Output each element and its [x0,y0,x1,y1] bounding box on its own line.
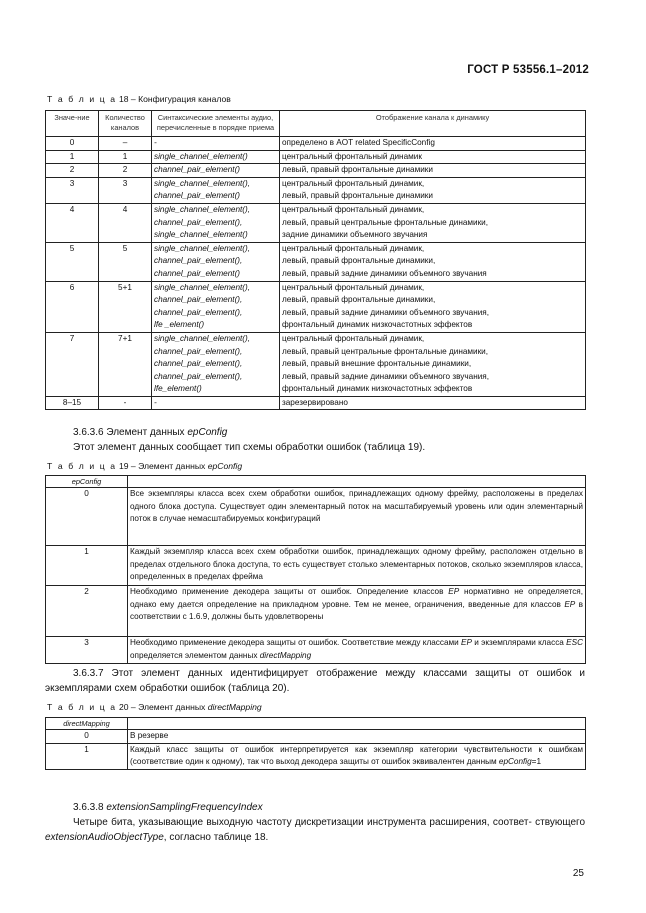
table-18-elements-line: - [154,138,157,147]
table-18-value: 7 [46,332,99,396]
table-18-mapping [280,332,586,396]
table-19-epconfig [45,475,586,664]
table-19-caption-title: 19 – Элемент данных [118,461,206,471]
table-18-elements-line: channel_pair_element(), [154,371,243,381]
table-19-header-description [128,476,586,488]
table-18-mapping-line: центральный фронтальный динамик, [282,204,425,214]
table-18-header-count: Количество каналов [99,111,152,137]
table-18-mapping-line: левый, правый задние динамики объемного звучания [282,268,487,278]
table-20-caption-name: directMapping [207,702,262,712]
section-3-6-3-6-name: epConfig [187,427,228,438]
table-18-mapping-line: центральный фронтальный динамик, [282,282,425,292]
table-19-value: 3 [46,637,128,664]
table-18-elements-line: single_channel_element(), [154,178,251,188]
table-18-elements-line: channel_pair_element(), [154,359,243,369]
table-18-elements-line: single_channel_element(), [154,204,251,214]
table-18-elements [152,242,280,281]
table-18-elements [152,203,280,242]
table-18-elements-line: - [154,397,157,407]
table-18-elements-line: lfe_element() [154,384,202,394]
section-3-6-3-8-name: extensionSamplingFrequencyIndex [106,802,263,813]
table-20-header-directmapping: directMapping [46,718,128,730]
table-19-text: Каждый экземпляр класса всех схем обработки ошибок, принадлежащих одному фрейму, расположен отдельно в пределах отдельного блока доступа, то есть существует столько элементарных потоков, сколько экземпляров класса, определенных в пределах фрейма [128,546,586,586]
table-18-value: 8–15 [46,396,99,410]
table-18-value: 4 [46,203,99,242]
section-3-6-3-8-number: 3.6.3.8 [73,802,104,813]
table-18-elements [152,396,280,410]
table-18-mapping-line: левый, правый фронтальные динамики [282,191,433,201]
table-18-mapping-line: определено в AOT related SpecificConfig [282,138,435,147]
table-18-mapping [280,137,586,151]
table-18-header-value: Значе-ние [46,111,99,137]
table-18-elements [152,281,280,332]
table-row [46,203,586,242]
table-18-elements-line: lfe _element() [154,320,205,330]
table-row [46,586,586,637]
table-18-value: 6 [46,281,99,332]
table-18-header-elements: Синтаксические элементы аудио, перечисленные в порядке приема [152,111,280,137]
table-18-mapping-line: центральный фронтальный динамик, [282,243,425,253]
section-3-6-3-6-text: Этот элемент данных сообщает тип схемы обработки ошибок (таблица 19). [73,442,426,453]
table-18-count: 4 [99,203,152,242]
table-18-elements [152,332,280,396]
table-20-directmapping [45,717,586,770]
table-19-value: 2 [46,586,128,637]
table-18-mapping [280,242,586,281]
table-18-elements-line: channel_pair_element() [154,191,241,201]
table-19-text: Все экземпляры класса всех схем обработки ошибок, принадлежащих одному фрейму, расположены в пределах одного блока доступа. Существует один элементарный поток на масштабируемый уровень или один элементарный поток в случае немасштабируемых конфигураций [128,488,586,546]
table-18-mapping-line: задние динамики объемного звучания [282,230,428,240]
section-3-6-3-6-number: 3.6.3.6 Элемент данных [73,427,185,438]
table-19-text: Необходимо применение декодера защиты от ошибок. Соответствие между классами EP и экземплярами класса ESC определяется элементом данных directMapping [128,637,586,664]
table-20-value: 0 [46,730,128,744]
table-18-mapping-line: фронтальный динамик низкочастотных эффектов [282,320,473,330]
table-18-caption [47,94,231,104]
table-18-mapping [280,164,586,178]
table-20-header-description [128,718,586,730]
table-18-count: - [99,396,152,410]
table-row [46,242,586,281]
table-20-caption-title: 20 – Элемент данных [118,702,206,712]
table-18-count: 1 [99,150,152,164]
table-18-elements-line: channel_pair_element(), [154,346,243,356]
table-row [46,546,586,586]
table-18-count: 2 [99,164,152,178]
section-3-6-3-8-text: Четыре бита, указывающие выходную частоту дискретизации инструмента расширения, соответ- ствующего extensionAudioObjectType, согласно таблице 18. [45,817,585,843]
standard-number: ГОСТ Р 53556.1–2012 [467,64,589,76]
table-18-mapping-line: левый, правый центральные фронтальные динамики, [282,346,489,356]
table-18-mapping [280,150,586,164]
table-18-mapping-line: левый, правый задние динамики объемного звучания, [282,371,489,381]
table-19-caption-prefix: Т а б л и ц а [47,461,117,471]
table-18-elements-line: channel_pair_element() [154,165,241,175]
table-18-elements [152,164,280,178]
table-19-value: 1 [46,546,128,586]
table-18-mapping-line: центральный фронтальный динамик [282,151,422,161]
table-18-body [46,137,586,410]
table-row [46,281,586,332]
table-row [46,177,586,203]
table-18-elements [152,137,280,151]
table-18-value: 5 [46,242,99,281]
table-20-caption [47,702,262,712]
table-row [46,488,586,546]
table-18-mapping-line: фронтальный динамик низкочастотных эффектов [282,384,473,394]
table-18-elements [152,177,280,203]
table-18-mapping-line: левый, правый центральные фронтальные динамики, [282,217,489,227]
table-18-mapping [280,281,586,332]
table-18-elements-line: single_channel_element() [154,151,248,161]
table-18-elements-line: single_channel_element() [154,230,248,240]
table-19-header-row [46,476,586,488]
table-18-mapping-line: левый, правый задние динамики объемного звучания, [282,307,489,317]
table-row [46,137,586,151]
table-18-mapping [280,177,586,203]
table-18-caption-prefix: Т а б л и ц а [47,94,117,104]
table-18-elements-line: channel_pair_element(), [154,307,243,317]
table-18-elements-line: channel_pair_element(), [154,295,243,305]
table-row [46,743,586,769]
table-18-header-row [46,111,586,137]
table-18-count: – [99,137,152,151]
table-18-mapping-line: левый, правый фронтальные динамики [282,165,433,175]
table-20-caption-prefix: Т а б л и ц а [47,702,117,712]
page-number: 25 [572,868,584,879]
table-row [46,332,586,396]
table-18-mapping-line: зарезервировано [282,397,348,407]
table-18-value: 3 [46,177,99,203]
table-18-mapping [280,396,586,410]
table-18-value: 0 [46,137,99,151]
table-18-mapping-line: левый, правый фронтальные динамики, [282,256,436,266]
table-20-text: В резерве [128,730,586,744]
table-row [46,637,586,664]
table-18-channel-configuration [45,110,586,410]
table-18-elements-line: channel_pair_element() [154,268,241,278]
table-18-mapping [280,203,586,242]
table-18-value: 1 [46,150,99,164]
table-row [46,150,586,164]
table-18-count: 5+1 [99,281,152,332]
table-18-count: 5 [99,242,152,281]
table-row [46,730,586,744]
table-18-elements-line: channel_pair_element(), [154,256,243,266]
table-19-caption [47,461,242,471]
table-row [46,396,586,410]
table-20-text: Каждый класс защиты от ошибок интерпретируется как экземпляр категории чувствительности к ошибкам (соответствие один к одному), так что выход декодера защиты от ошибок эквивалентен данным epConfig=1 [128,743,586,769]
table-18-count: 3 [99,177,152,203]
table-19-value: 0 [46,488,128,546]
table-18-value: 2 [46,164,99,178]
table-row [46,164,586,178]
section-3-6-3-6-heading [73,425,227,440]
section-3-6-3-7-text: 3.6.3.7 Этот элемент данных идентифицирует отображение между классами защиты от ошибок и экземплярами схем обработки ошибок (таблица 20). [45,668,585,694]
table-18-header-mapping: Отображение канала к динамику [280,111,586,137]
table-20-header-row [46,718,586,730]
table-19-caption-name: epConfig [207,461,243,471]
table-18-mapping-line: центральный фронтальный динамик, [282,178,425,188]
table-19-text: Необходимо применение декодера защиты от ошибок. Определение классов EP нормативно не определяется, однако ему дается определение на прикладном уровне. Тем не менее, ограничения, введенные для классов EP в соответствии с 1.6.9, должны быть удовлетворены [128,586,586,637]
section-3-6-3-8-heading [73,800,263,815]
table-18-elements-line: single_channel_element(), [154,282,251,292]
table-18-elements-line: single_channel_element(), [154,243,251,253]
table-18-mapping-line: левый, правый фронтальные динамики, [282,295,436,305]
table-18-caption-title: 18 – Конфигурация каналов [118,94,231,104]
table-20-value: 1 [46,743,128,769]
table-18-elements-line: channel_pair_element(), [154,217,243,227]
table-18-mapping-line: центральный фронтальный динамик, [282,333,425,343]
table-19-header-epconfig: epConfig [46,476,128,488]
table-18-elements [152,150,280,164]
table-18-elements-line: single_channel_element(), [154,333,251,343]
table-18-count: 7+1 [99,332,152,396]
table-18-mapping-line: левый, правый внешние фронтальные динамики, [282,359,472,369]
